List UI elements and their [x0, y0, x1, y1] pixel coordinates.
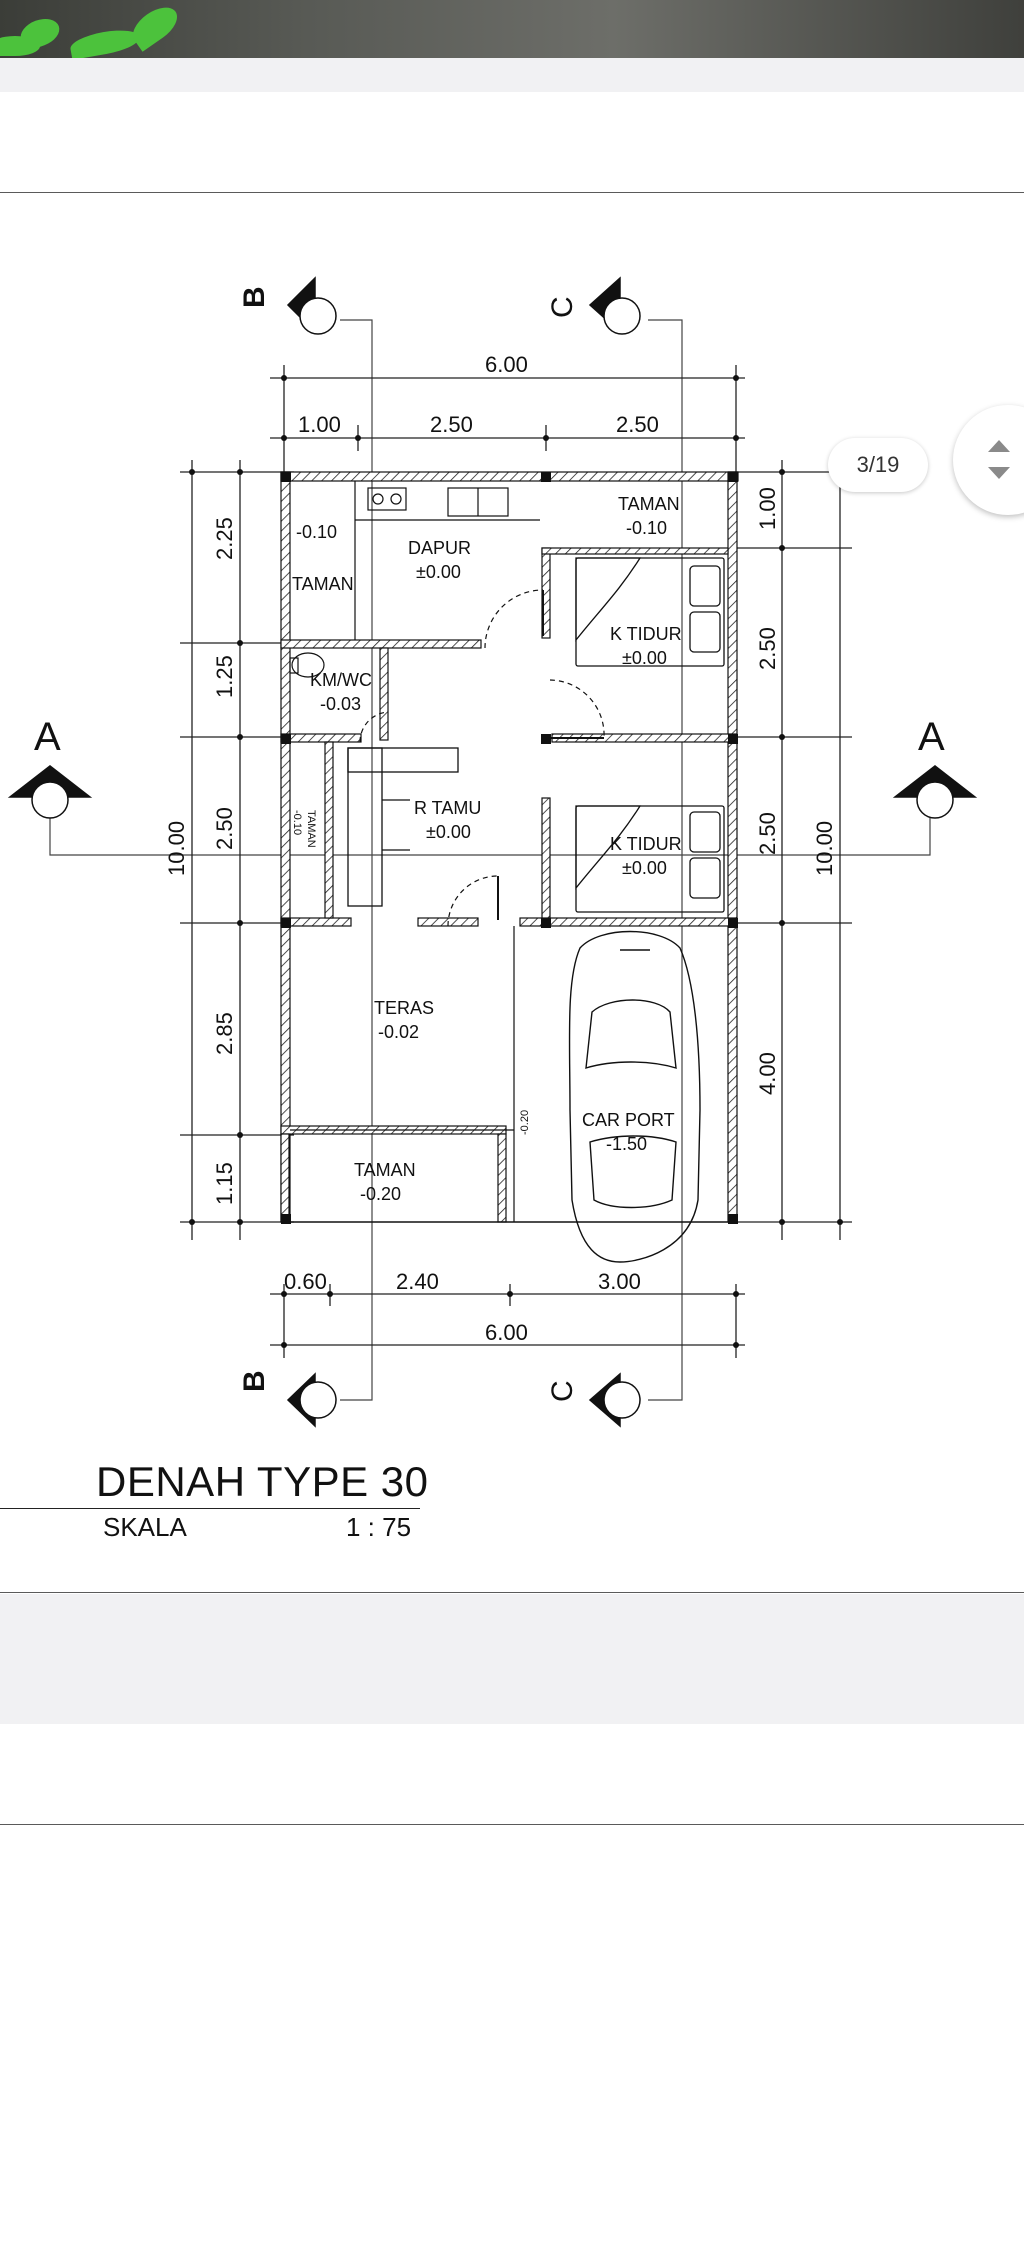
dim-bottom-3: 3.00 — [598, 1269, 641, 1294]
section-label-a-right: A — [918, 715, 945, 759]
room-kt1-level: ±0.00 — [622, 648, 667, 668]
section-label-b-bottom: B — [238, 1370, 271, 1392]
room-kt2-level: ±0.00 — [622, 858, 667, 878]
dim-left-4: 2.85 — [212, 1012, 237, 1055]
room-taman-top-level: -0.10 — [626, 518, 668, 538]
section-mark-c-top — [590, 278, 640, 334]
scale-label: SKALA — [103, 1512, 187, 1542]
room-tamu-name: R TAMU — [414, 798, 482, 818]
section-label-c-bottom: C — [546, 1380, 579, 1402]
room-carport-name: CAR PORT — [582, 1110, 675, 1130]
room-dapur-name: DAPUR — [408, 538, 472, 558]
car — [569, 932, 700, 1263]
title-underline — [0, 1508, 420, 1509]
dim-left-1: 2.25 — [212, 517, 237, 560]
section-mark-b-top — [288, 278, 336, 334]
section-label-c-top: C — [546, 296, 579, 318]
drawing-title: DENAH TYPE 30 — [96, 1458, 429, 1505]
room-carport-level: -1.50 — [606, 1134, 648, 1154]
section-mark-b-bottom — [288, 1374, 336, 1426]
dim-top-1: 1.00 — [298, 412, 341, 437]
page-indicator: 3/19 — [828, 438, 928, 492]
post-photo-strip — [0, 0, 1024, 58]
section-mark-a-right — [895, 766, 975, 818]
next-document-page — [0, 1724, 1024, 2266]
dim-top-2: 2.50 — [430, 412, 473, 437]
dim-right-4: 4.00 — [755, 1052, 780, 1095]
leaf-decoration — [0, 36, 40, 56]
dim-right-1: 1.00 — [755, 487, 780, 530]
page-divider — [0, 1824, 1024, 1825]
scale-value: 1 : 75 — [346, 1512, 412, 1542]
room-kt1-name: K TIDUR — [610, 624, 682, 644]
dim-total-height-right: 10.00 — [812, 820, 837, 876]
page-divider — [0, 192, 1024, 193]
leaf-decoration — [69, 26, 142, 58]
room-taman-side-name: TAMAN — [305, 810, 317, 848]
dim-left-5: 1.15 — [212, 1162, 237, 1205]
room-kt2-name: K TIDUR — [610, 834, 682, 854]
room-kmwc-level: -0.03 — [320, 694, 362, 714]
kitchen-fixtures — [355, 481, 540, 640]
dim-left-3: 2.50 — [212, 807, 237, 850]
room-taman-top-name: TAMAN — [618, 494, 680, 514]
scroll-down-arrow-icon — [988, 467, 1010, 479]
dim-left-2: 1.25 — [212, 655, 237, 698]
room-kmwc-name: KM/WC — [310, 670, 372, 690]
document-page-header — [0, 92, 1024, 194]
scroll-up-arrow-icon — [988, 440, 1010, 452]
room-taman-left-name: TAMAN — [292, 574, 354, 594]
room-taman-side-level: -0.10 — [291, 810, 303, 836]
leaf-decoration — [126, 0, 183, 52]
room-taman-front-level: -0.20 — [360, 1184, 402, 1204]
section-mark-c-bottom — [590, 1374, 640, 1426]
room-dapur-level: ±0.00 — [416, 562, 461, 582]
section-mark-a-left — [10, 766, 90, 818]
section-label-b-top: B — [238, 286, 271, 308]
step-level: -0.20 — [519, 1109, 531, 1135]
room-teras-name: TERAS — [374, 998, 435, 1018]
dim-bottom-1: 0.60 — [284, 1269, 327, 1294]
dim-bottom-2: 2.40 — [396, 1269, 439, 1294]
floor-plan-drawing — [0, 240, 1024, 1450]
dim-right-2: 2.50 — [755, 627, 780, 670]
room-taman-front-name: TAMAN — [354, 1160, 416, 1180]
page-divider — [0, 1592, 1024, 1593]
dim-top-3: 2.50 — [616, 412, 659, 437]
door-leaves — [498, 590, 604, 920]
room-taman-left-level: -0.10 — [296, 522, 338, 542]
section-label-a-left: A — [34, 715, 61, 759]
dim-total-width-top: 6.00 — [485, 352, 528, 377]
room-tamu-level: ±0.00 — [426, 822, 471, 842]
dim-right-3: 2.50 — [755, 812, 780, 855]
room-teras-level: -0.02 — [378, 1022, 420, 1042]
dim-total-height-left: 10.00 — [164, 820, 189, 876]
dim-total-width-bottom: 6.00 — [485, 1320, 528, 1345]
